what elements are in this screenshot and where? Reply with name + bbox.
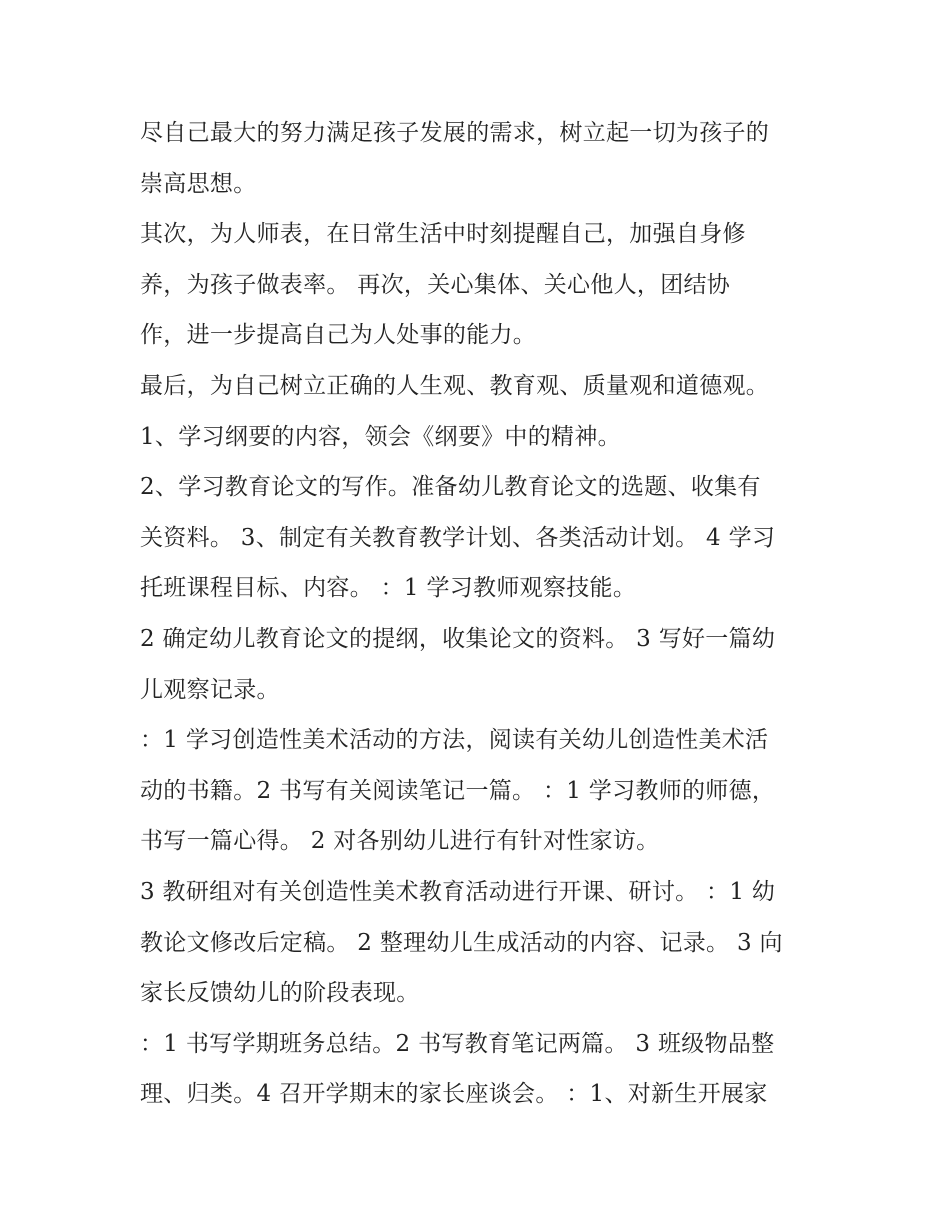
text-line: 家长反馈幼儿的阶段表现。 (140, 980, 420, 1007)
text-line: ：1 学习创造性美术活动的方法，阅读有关幼儿创造性美术活 (140, 727, 769, 754)
text-line: 关资料。 3、制定有关教育教学计划、各类活动计划。 4 学习 (140, 524, 776, 551)
text-line: 3 教研组对有关创造性美术教育活动进行开课、研讨。 ：1 幼 (140, 878, 776, 905)
text-line: 最后，为自己树立正确的人生观、教育观、质量观和道德观。 (140, 372, 770, 399)
text-line: 1、学习纲要的内容，领会《纲要》中的精神。 (140, 423, 621, 450)
text-line: 2、学习教育论文的写作。准备幼儿教育论文的选题、收集有 (140, 474, 761, 501)
text-line: 崇高思想。 (140, 170, 257, 197)
text-line: 书写一篇心得。 2 对各别幼儿进行有针对性家访。 (140, 828, 660, 855)
text-line: 教论文修改后定稿。 2 整理幼儿生成活动的内容、记录。 3 向 (140, 929, 783, 956)
text-line: 理、归类。4 召开学期末的家长座谈会。 ：1、对新生开展家 (140, 1081, 768, 1108)
text-line: 尽自己最大的努力满足孩子发展的需求，树立起一切为孩子的 (140, 120, 770, 146)
text-line: 其次，为人师表，在日常生活中时刻提醒自己，加强自身修 (140, 221, 746, 248)
text-line: 动的书籍。2 书写有关阅读笔记一篇。 ：1 学习教师的师德， (140, 777, 776, 804)
text-line: 作，进一步提高自己为人处事的能力。 (140, 322, 537, 349)
text-line: ：1 书写学期班务总结。2 书写教育笔记两篇。 3 班级物品整 (140, 1030, 775, 1057)
text-line: 儿观察记录。 (140, 676, 280, 703)
text-line: 2 确定幼儿教育论文的提纲，收集论文的资料。 3 写好一篇幼 (140, 625, 776, 652)
document-body (140, 108, 820, 1120)
text-line: 托班课程目标、内容。 ：1 学习教师观察技能。 (140, 575, 637, 602)
text-line: 养，为孩子做表率。 再次，关心集体、关心他人，团结协 (140, 271, 731, 298)
